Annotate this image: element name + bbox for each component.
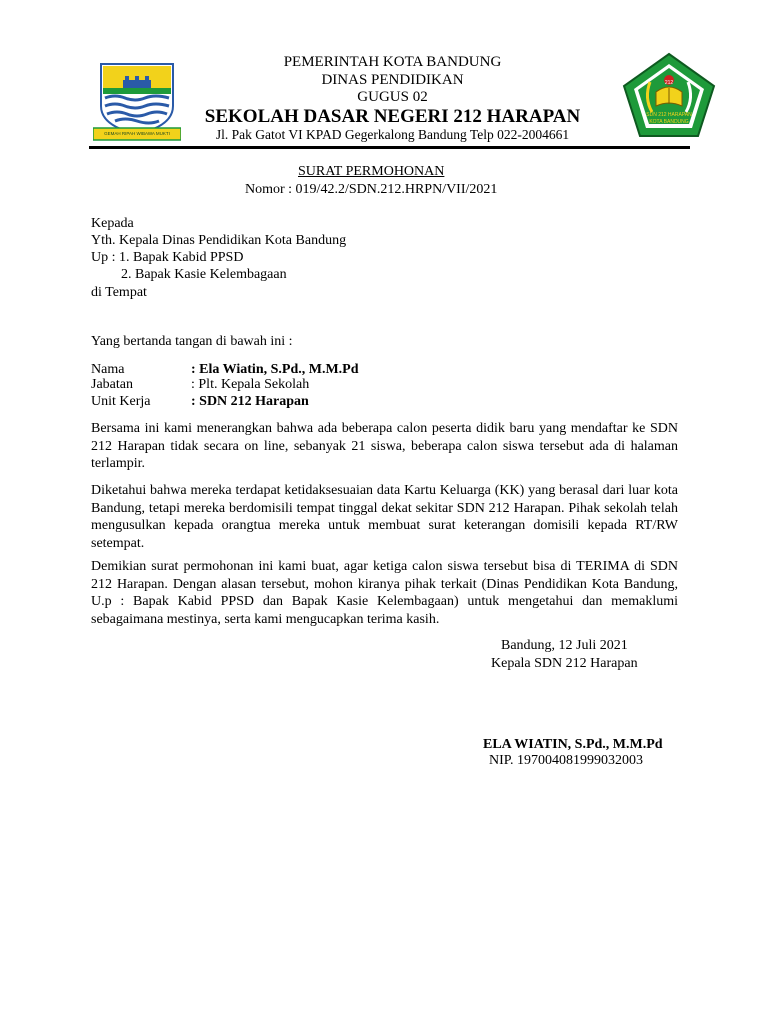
letter-number: Nomor : 019/42.2/SDN.212.HRPN/VII/2021 xyxy=(245,182,498,197)
cluster-name: GUGUS 02 xyxy=(357,89,428,105)
recipient-place: di Tempat xyxy=(91,285,147,300)
logo-motto: GEMAH RIPAH WIBAWA MUKTI xyxy=(104,131,170,136)
school-logo-city: KOTA BANDUNG xyxy=(649,119,689,125)
school-logo-ribbon: 212 xyxy=(664,80,674,86)
identity-label-position: Jabatan xyxy=(91,377,133,392)
paragraph-3: Demikian surat permohonan ini kami buat, agar ketiga calon siswa tersebut bisa di TERIMA di SDN 212 Harapan. Dengan alasan tersebut, mohon kiranya pihak terkait (Dinas Pendidikan Kota Bandung, U.p : Bapak Kabid PPSD dan Bapak Kasie Kelembagaan) untuk mengetahui dan memaklumi sebagaimana mestinya, serta kami mengucapkan terima kasih. xyxy=(91,559,678,627)
signature-position: Kepala SDN 212 Harapan xyxy=(491,656,638,671)
recipient-up-2: 2. Bapak Kasie Kelembagaan xyxy=(121,267,287,282)
agency-name: DINAS PENDIDIKAN xyxy=(321,72,464,88)
identity-label-unit: Unit Kerja xyxy=(91,394,151,409)
identity-value-name: : Ela Wiatin, S.Pd., M.M.Pd xyxy=(191,362,359,377)
paragraph-2: Diketahui bahwa mereka terdapat ketidaksesuaian data Kartu Keluarga (KK) yang berasal dari luar kota Bandung, tetapi mereka berdomisili tempat tinggal dekat sekitar SDN 212 Harapan. Pihak sekolah telah mengusulkan kepada orangtua mereka untuk membuat surat keterangan domisili kepada RT/RW setempat. xyxy=(91,483,678,551)
school-name: SEKOLAH DASAR NEGERI 212 HARAPAN xyxy=(204,106,581,127)
paragraph-1: Bersama ini kami menerangkan bahwa ada beberapa calon peserta didik baru yang mendaftar ke SDN 212 Harapan tidak secara on line, sebanyak 21 siswa, beberapa calon siswa tersebut ada di halaman terlampir. xyxy=(91,421,678,471)
school-logo-name: SDN 212 HARAPAN xyxy=(646,112,692,118)
identity-value-position: : Plt. Kepala Sekolah xyxy=(191,377,310,392)
school-address: Jl. Pak Gatot VI KPAD Gegerkalong Bandung Telp 022-2004661 xyxy=(215,127,570,142)
intro-text: Yang bertanda tangan di bawah ini : xyxy=(91,334,293,349)
signature-place-date: Bandung, 12 Juli 2021 xyxy=(501,638,628,653)
letter-title: SURAT PERMOHONAN xyxy=(298,164,445,179)
recipient-up-1: Up : 1. Bapak Kabid PPSD xyxy=(91,250,244,265)
recipient-office: Yth. Kepala Dinas Pendidikan Kota Bandung xyxy=(91,233,347,248)
signature-name: ELA WIATIN, S.Pd., M.M.Pd xyxy=(483,737,663,752)
signature-nip: NIP. 197004081999032003 xyxy=(489,753,644,768)
identity-value-unit: : SDN 212 Harapan xyxy=(191,394,309,409)
recipient-salutation: Kepada xyxy=(91,216,134,231)
identity-label-name: Nama xyxy=(91,362,125,377)
government-name: PEMERINTAH KOTA BANDUNG xyxy=(283,54,502,70)
letterhead-divider xyxy=(89,146,690,149)
